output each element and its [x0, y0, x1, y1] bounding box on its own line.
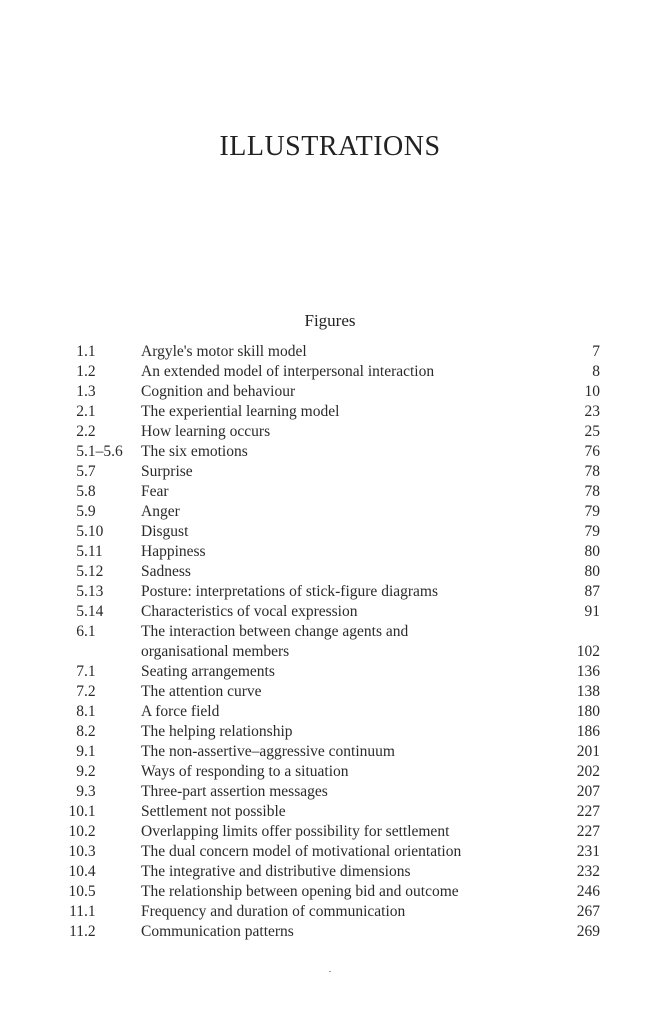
page-number: 246 [576, 883, 600, 900]
figure-number: 5.11 [76, 543, 103, 560]
list-item [0, 702, 660, 722]
figure-caption: Happiness [141, 543, 206, 560]
figure-number: 9.1 [76, 743, 96, 760]
figure-number: 9.3 [76, 783, 96, 800]
figure-number: 2.1 [76, 403, 96, 420]
list-item [0, 542, 660, 562]
figure-number: 10.2 [68, 823, 96, 840]
figure-caption: Three-part assertion messages [141, 783, 328, 800]
figure-caption: Overlapping limits offer possibility for settlement [141, 823, 450, 840]
figure-number: 11.2 [69, 923, 96, 940]
figure-caption: Settlement not possible [141, 803, 286, 820]
list-item [0, 382, 660, 402]
page-number: 80 [584, 563, 600, 580]
page-number: 10 [584, 383, 600, 400]
figure-number: 8.1 [76, 703, 96, 720]
list-item [0, 622, 660, 642]
figure-caption: Cognition and behaviour [141, 383, 296, 400]
figure-number: 5.7 [76, 463, 96, 480]
list-item [0, 902, 660, 922]
list-item [0, 502, 660, 522]
list-item [0, 642, 660, 662]
figure-caption: The interaction between change agents and [141, 623, 409, 640]
list-item [0, 602, 660, 622]
list-item [0, 722, 660, 742]
figure-number: 6.1 [76, 623, 96, 640]
figure-number: 5.12 [76, 563, 104, 580]
list-item [0, 782, 660, 802]
figure-caption: Disgust [141, 523, 189, 540]
figure-caption: Characteristics of vocal expression [141, 603, 358, 620]
figure-caption: An extended model of interpersonal interaction [141, 363, 435, 380]
figure-caption: Argyle's motor skill model [141, 343, 307, 360]
figure-number: 1.1 [76, 343, 96, 360]
figure-caption: The experiential learning model [141, 403, 340, 420]
page-number: 186 [576, 723, 600, 740]
list-item [0, 442, 660, 462]
figure-number: 5.9 [76, 503, 96, 520]
page-number: 79 [584, 523, 600, 540]
section-heading: Figures [304, 311, 356, 330]
page-number: 180 [576, 703, 600, 720]
page-number: 227 [576, 803, 600, 820]
page-number: 23 [584, 403, 600, 420]
figure-caption: The helping relationship [141, 723, 293, 740]
list-item [0, 862, 660, 882]
figure-number: 10.1 [68, 803, 96, 820]
page-number: 138 [576, 683, 600, 700]
list-item [0, 842, 660, 862]
page-number: 136 [576, 663, 600, 680]
page-number: 25 [584, 423, 600, 440]
page-number: 76 [584, 443, 600, 460]
figure-number: 1.2 [76, 363, 96, 380]
figure-number: 7.2 [76, 683, 96, 700]
page-number: 87 [584, 583, 600, 600]
figure-caption: Posture: interpretations of stick-figure diagrams [141, 583, 439, 600]
page-number: 79 [584, 503, 600, 520]
figure-number: 5.14 [76, 603, 104, 620]
figure-caption: A force field [141, 703, 220, 720]
list-item [0, 882, 660, 902]
list-item [0, 762, 660, 782]
figure-caption: Surprise [141, 463, 193, 480]
page-title: ILLUSTRATIONS [219, 131, 441, 162]
figure-caption: Frequency and duration of communication [141, 903, 406, 920]
figure-caption: The integrative and distributive dimensions [141, 863, 411, 880]
figure-caption: Ways of responding to a situation [141, 763, 349, 780]
figure-caption: The dual concern model of motivational orientation [141, 843, 462, 860]
list-item [0, 742, 660, 762]
page-number: 227 [576, 823, 600, 840]
page-mark [329, 971, 331, 972]
page-number: 267 [576, 903, 600, 920]
figure-caption: Anger [141, 503, 180, 520]
figure-caption: The non-assertive–aggressive continuum [141, 743, 395, 760]
figure-caption: Communication patterns [141, 923, 294, 940]
figure-number: 7.1 [76, 663, 96, 680]
list-item [0, 462, 660, 482]
figure-number: 10.5 [68, 883, 96, 900]
list-item [0, 802, 660, 822]
list-item [0, 582, 660, 602]
figure-number: 1.3 [76, 383, 96, 400]
page-number: 91 [584, 603, 600, 620]
list-item [0, 522, 660, 542]
figure-number: 2.2 [76, 423, 96, 440]
page-number: 232 [576, 863, 600, 880]
list-item [0, 562, 660, 582]
page-number: 201 [576, 743, 600, 760]
list-item [0, 402, 660, 422]
figure-number: 5.10 [76, 523, 104, 540]
page-number: 78 [584, 483, 600, 500]
figure-caption: organisational members [141, 643, 290, 660]
figure-caption: The relationship between opening bid and outcome [141, 883, 459, 900]
list-item [0, 422, 660, 442]
list-item [0, 682, 660, 702]
figure-caption: The attention curve [141, 683, 262, 700]
figure-number: 5.8 [76, 483, 96, 500]
page-number: 78 [584, 463, 600, 480]
page-number: 269 [576, 923, 600, 940]
list-item [0, 922, 660, 942]
figure-number: 5.13 [76, 583, 104, 600]
page-number: 202 [576, 763, 600, 780]
figure-number: 11.1 [69, 903, 96, 920]
list-item [0, 482, 660, 502]
list-item [0, 342, 660, 362]
figure-caption: Fear [141, 483, 169, 500]
figure-number: 9.2 [76, 763, 96, 780]
figure-caption: Sadness [141, 563, 191, 580]
list-item [0, 662, 660, 682]
list-item [0, 362, 660, 382]
figure-number: 10.3 [68, 843, 96, 860]
figure-caption: The six emotions [141, 443, 248, 460]
page-number: 8 [592, 363, 600, 380]
page-number: 102 [576, 643, 600, 660]
page-number: 80 [584, 543, 600, 560]
page-number: 7 [592, 343, 600, 360]
figure-caption: How learning occurs [141, 423, 271, 440]
figure-number: 10.4 [68, 863, 96, 880]
page-number: 231 [576, 843, 600, 860]
page-number: 207 [576, 783, 600, 800]
figure-number: 5.1–5.6 [76, 443, 123, 460]
list-item [0, 822, 660, 842]
figures-list [0, 342, 660, 942]
figure-caption: Seating arrangements [141, 663, 275, 680]
figure-number: 8.2 [76, 723, 96, 740]
